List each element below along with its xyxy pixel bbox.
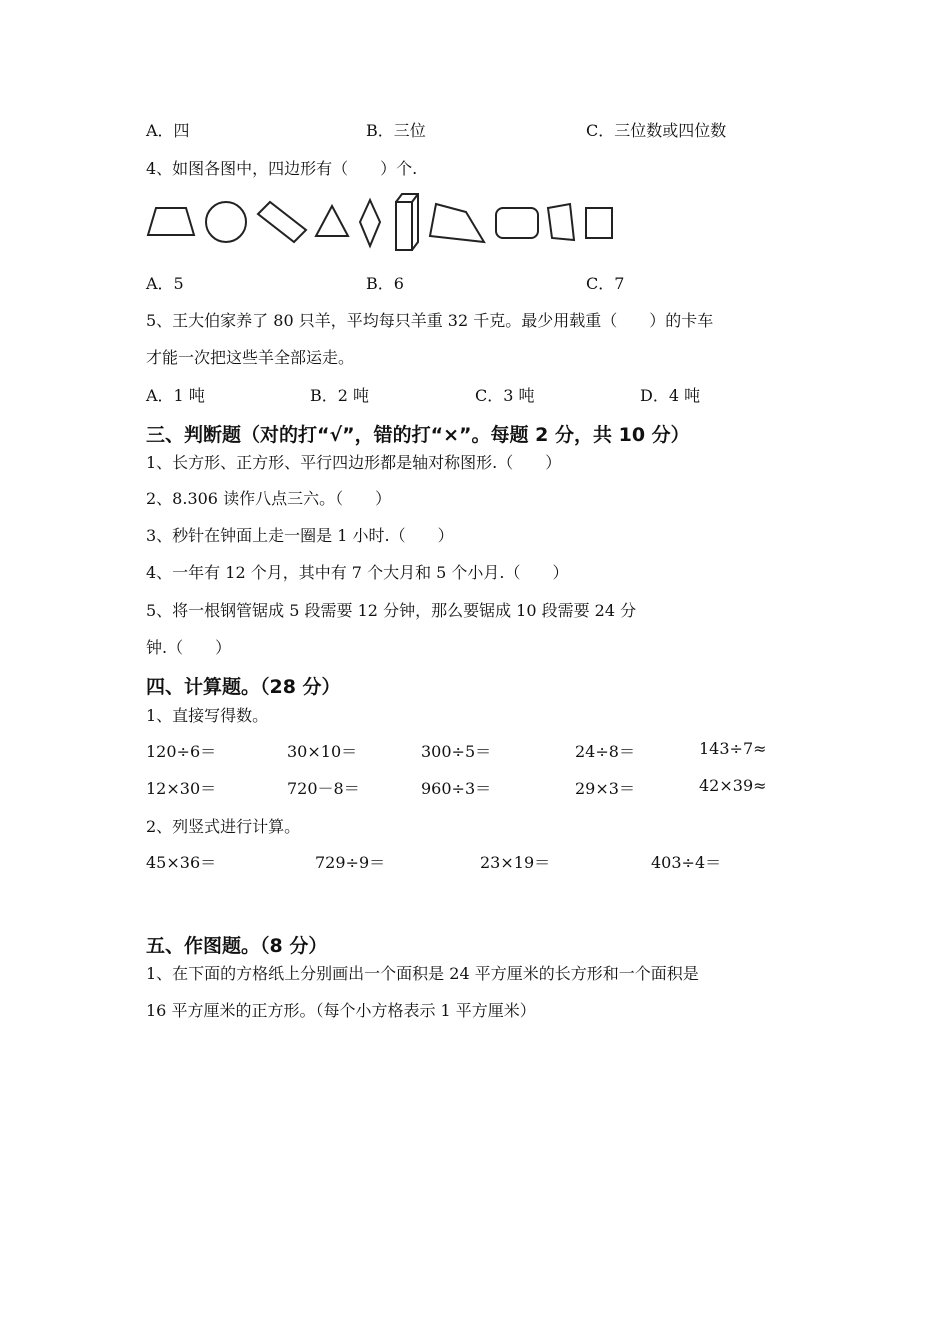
vertical-calc-3: 23×19＝ — [480, 853, 551, 872]
calc-row2-5: 42×39≈ — [699, 776, 767, 795]
section3-item-3: 3、秒针在钟面上走一圈是 1 小时.（ ） — [146, 526, 454, 545]
rounded-rectangle-shape — [496, 208, 538, 238]
section3-item-4: 4、一年有 12 个月，其中有 7 个大月和 5 个小月.（ ） — [146, 563, 569, 582]
section3-title: 三、判断题（对的打“√”，错的打“×”。每题 2 分，共 10 分） — [146, 424, 690, 446]
quadrilateral-shape — [430, 204, 484, 242]
q4-option-c: C．7 — [586, 274, 625, 293]
irregular-quadrilateral-shape — [548, 204, 574, 240]
q4-option-b: B．6 — [366, 274, 404, 293]
section3-item-5-cont: 钟.（ ） — [146, 638, 232, 657]
q4-text: 4、如图各图中，四边形有（ ）个. — [146, 159, 418, 178]
section5-line2: 16 平方厘米的正方形。（每个小方格表示 1 平方厘米） — [146, 1001, 536, 1020]
calc-row1-1: 120÷6＝ — [146, 742, 217, 761]
q5-option-a: A．1 吨 — [146, 386, 205, 405]
section5-line1: 1、在下面的方格纸上分别画出一个面积是 24 平方厘米的长方形和一个面积是 — [146, 964, 699, 983]
q3-option-c: C．三位数或四位数 — [586, 121, 727, 140]
q5-line2: 才能一次把这些羊全部运走。 — [146, 348, 355, 367]
trapezoid-shape — [148, 208, 194, 235]
q3-option-a: A．四 — [146, 121, 190, 140]
q5-option-d: D．4 吨 — [640, 386, 701, 405]
calc-row1-3: 300÷5＝ — [421, 742, 492, 761]
vertical-calc-4: 403÷4＝ — [651, 853, 722, 872]
calc-row1-4: 24÷8＝ — [575, 742, 635, 761]
section4-sub1: 1、直接写得数。 — [146, 706, 269, 725]
section3-item-1: 1、长方形、正方形、平行四边形都是轴对称图形.（ ） — [146, 453, 562, 472]
section4-sub2: 2、列竖式进行计算。 — [146, 817, 301, 836]
q4-shapes-figure — [146, 190, 626, 260]
calc-row2-2: 720－8＝ — [287, 779, 360, 798]
square-shape — [586, 208, 612, 238]
section3-item-2: 2、8.306 读作八点三六。（ ） — [146, 489, 392, 508]
q5-option-c: C．3 吨 — [475, 386, 535, 405]
circle-shape — [206, 202, 246, 242]
q5-option-b: B．2 吨 — [310, 386, 370, 405]
rhombus-shape — [360, 200, 380, 246]
section4-title: 四、计算题。（28 分） — [146, 676, 341, 698]
calc-row1-5: 143÷7≈ — [699, 739, 767, 758]
section3-item-5: 5、将一根钢管锯成 5 段需要 12 分钟，那么要锯成 10 段需要 24 分 — [146, 601, 637, 620]
q4-option-a: A．5 — [146, 274, 184, 293]
q3-option-b: B．三位 — [366, 121, 426, 140]
calc-row2-3: 960÷3＝ — [421, 779, 492, 798]
calc-row2-1: 12×30＝ — [146, 779, 217, 798]
calc-row1-2: 30×10＝ — [287, 742, 358, 761]
cuboid-shape — [396, 194, 418, 250]
q5-line1: 5、王大伯家养了 80 只羊，平均每只羊重 32 千克。最少用载重（ ）的卡车 — [146, 311, 714, 330]
calc-row2-4: 29×3＝ — [575, 779, 635, 798]
vertical-calc-1: 45×36＝ — [146, 853, 217, 872]
vertical-calc-2: 729÷9＝ — [315, 853, 386, 872]
tilted-rectangle-shape — [258, 202, 306, 242]
section5-title: 五、作图题。（8 分） — [146, 935, 328, 957]
triangle-shape — [316, 206, 348, 236]
